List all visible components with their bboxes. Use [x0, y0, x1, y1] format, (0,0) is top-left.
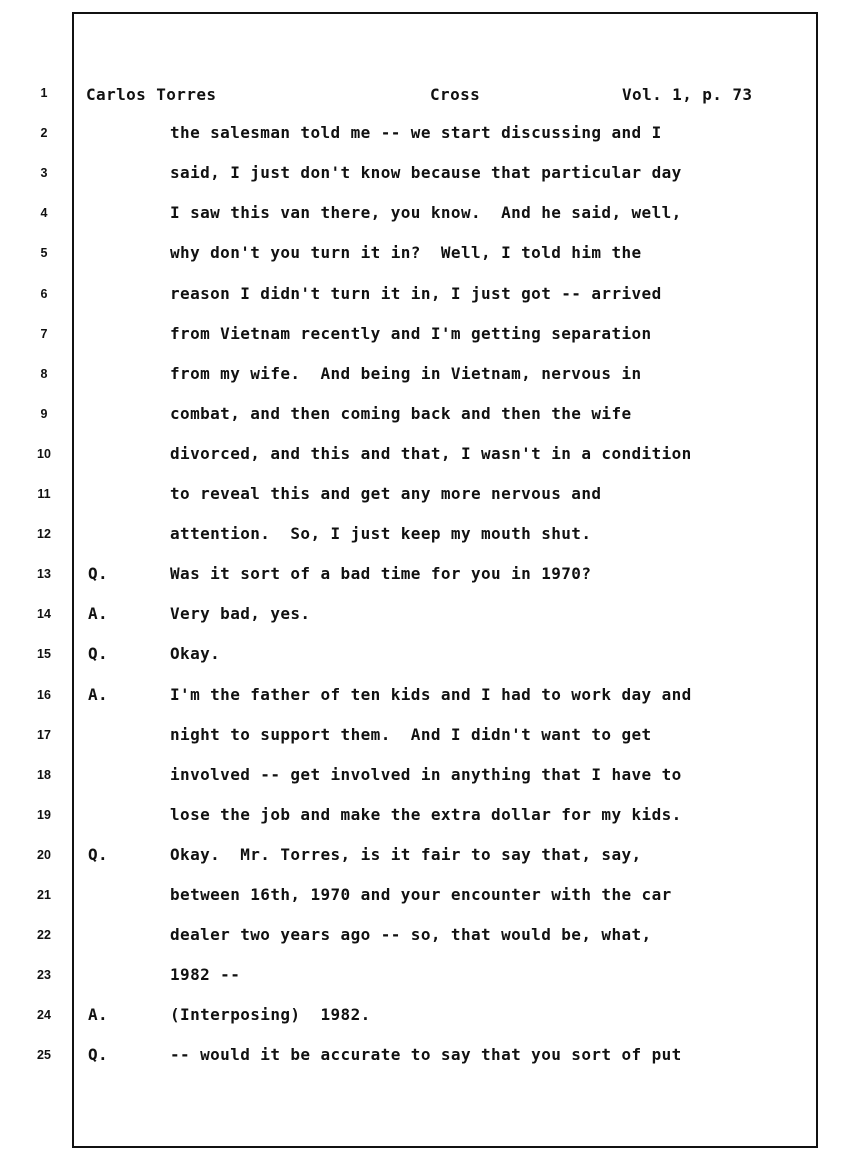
line-number: 11 [37, 487, 51, 501]
line-number: 2 [40, 126, 48, 141]
transcript-line-text: involved -- get involved in anything that I have to [170, 764, 682, 784]
line-number: 15 [37, 647, 51, 662]
line-number: 24 [37, 1008, 51, 1023]
line-number: 18 [37, 767, 51, 782]
transcript-line-text: Okay. [170, 644, 221, 664]
line-number: 16 [37, 687, 51, 702]
transcript-line-text: from my wife. And being in Vietnam, nervous in [170, 363, 642, 383]
line-number: 21 [37, 888, 51, 902]
line-number: 13 [37, 567, 51, 582]
transcript-line-text: combat, and then coming back and then the wife [170, 403, 632, 423]
line-number: 22 [37, 928, 51, 943]
speaker-label: Q. [88, 844, 109, 864]
transcript-line-text: I'm the father of ten kids and I had to work day and [170, 684, 692, 704]
transcript-line-text: Okay. Mr. Torres, is it fair to say that, say, [170, 844, 642, 864]
header-examination: Cross [430, 85, 481, 104]
transcript-line-text: dealer two years ago -- so, that would be, what, [170, 925, 652, 945]
line-number: 20 [37, 847, 51, 862]
transcript-line-text: (Interposing) 1982. [170, 1005, 371, 1025]
speaker-label: A. [88, 1005, 109, 1025]
transcript-line-text: attention. So, I just keep my mouth shut. [170, 524, 592, 544]
transcript-line-text: lose the job and make the extra dollar for my kids. [170, 804, 682, 824]
transcript-line-text: the salesman told me -- we start discussing and I [170, 123, 662, 143]
header-witness: Carlos Torres [86, 85, 217, 104]
line-number: 3 [40, 166, 48, 181]
line-number: 19 [37, 807, 51, 822]
line-number: 7 [40, 326, 48, 341]
transcript-line-text: night to support them. And I didn't want to get [170, 724, 652, 744]
line-number: 25 [37, 1048, 51, 1063]
transcript-line-text: Very bad, yes. [170, 604, 311, 624]
line-number: 14 [37, 607, 51, 622]
transcript-line-text: 1982 -- [170, 965, 241, 985]
line-number: 10 [37, 446, 51, 461]
line-number: 1 [40, 86, 48, 100]
header-volume-page: Vol. 1, p. 73 [622, 85, 753, 104]
transcript-line-text: -- would it be accurate to say that you sort of put [170, 1045, 682, 1065]
line-number: 17 [37, 727, 51, 742]
transcript-line-text: divorced, and this and that, I wasn't in a condition [170, 443, 692, 463]
speaker-label: Q. [88, 1045, 109, 1065]
speaker-label: A. [88, 604, 109, 624]
line-number: 5 [40, 246, 48, 261]
speaker-label: Q. [88, 564, 109, 584]
transcript-line-text: Was it sort of a bad time for you in 1970? [170, 564, 592, 584]
speaker-label: A. [88, 684, 109, 704]
transcript-line-text: to reveal this and get any more nervous and [170, 484, 602, 503]
line-number: 8 [40, 366, 48, 381]
line-number: 4 [40, 206, 48, 221]
transcript-line-text: I saw this van there, you know. And he said, well, [170, 203, 682, 223]
transcript-line-text: between 16th, 1970 and your encounter with the car [170, 885, 672, 904]
transcript-line-text: said, I just don't know because that particular day [170, 163, 682, 183]
line-number: 23 [37, 968, 51, 983]
line-number: 12 [37, 527, 51, 542]
transcript-line-text: why don't you turn it in? Well, I told him the [170, 243, 642, 263]
line-number: 9 [40, 406, 48, 421]
transcript-line-text: from Vietnam recently and I'm getting separation [170, 323, 652, 343]
speaker-label: Q. [88, 644, 109, 664]
line-number: 6 [40, 286, 48, 301]
transcript-line-text: reason I didn't turn it in, I just got -- arrived [170, 283, 662, 303]
